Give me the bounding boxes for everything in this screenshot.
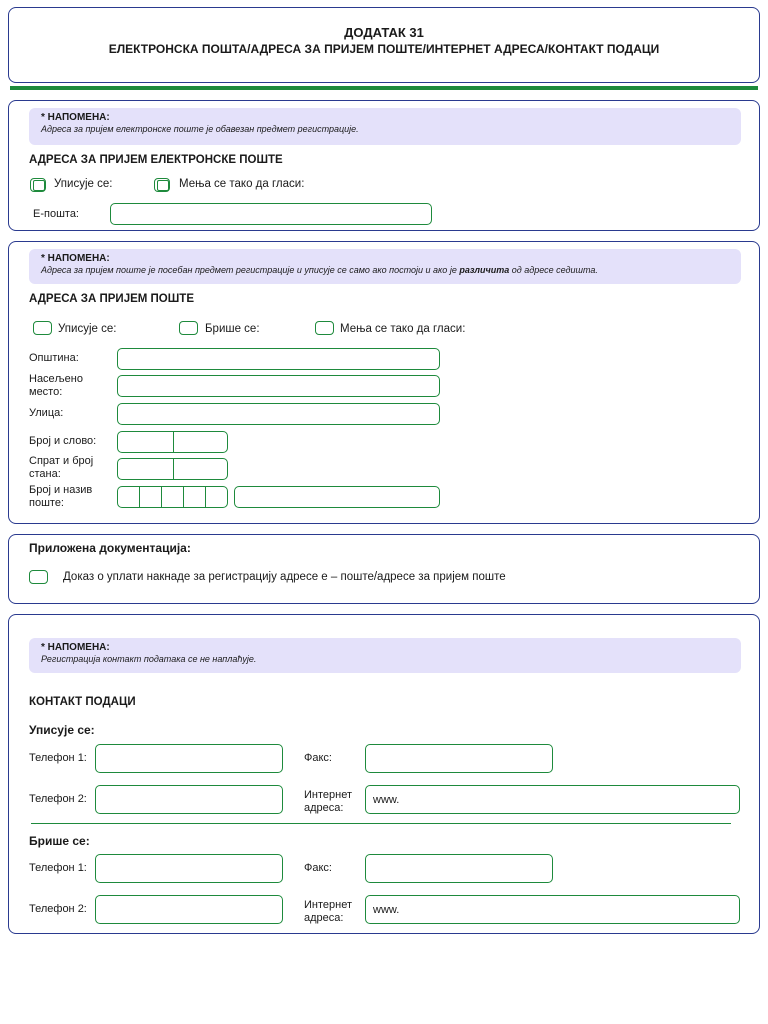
field-divider <box>173 459 174 479</box>
header-panel <box>8 7 760 83</box>
payment-proof-label: Доказ о уплати накнаде за регистрацију адресе е – поште/адресе за пријем поште <box>63 571 506 583</box>
email-add-checkbox[interactable] <box>30 178 46 192</box>
add-fax-label: Факс: <box>304 752 332 764</box>
post-office-label <box>29 484 92 510</box>
documentation-section <box>8 534 760 604</box>
web-label-line2: адреса: <box>304 912 344 924</box>
add-phone2-label: Телефон 2: <box>29 793 87 805</box>
header-divider <box>10 86 758 90</box>
note-title: * НАПОМЕНА: <box>41 642 110 653</box>
number-field[interactable] <box>117 431 228 453</box>
field-divider <box>139 487 140 507</box>
floor-label-line2: стана: <box>29 468 61 480</box>
number-label: Број и слово: <box>29 435 97 447</box>
street-label: Улица: <box>29 407 64 419</box>
add-fax-field[interactable] <box>365 744 553 773</box>
contact-delete-heading: Брише се: <box>29 834 90 848</box>
email-note <box>29 108 741 145</box>
field-divider <box>161 487 162 507</box>
settlement-label-line1: Насељено <box>29 373 83 385</box>
floor-label <box>29 455 93 481</box>
postal-section-heading: АДРЕСА ЗА ПРИЈЕМ ПОШТЕ <box>29 293 194 305</box>
note-text: Адреса за пријем електронске поште је обавезан предмет регистрације. <box>41 124 359 134</box>
add-web-label <box>304 789 352 815</box>
add-phone2-field[interactable] <box>95 785 283 814</box>
municipality-field[interactable] <box>117 348 440 370</box>
contact-section <box>8 614 760 934</box>
email-field-label: Е-пошта: <box>33 208 79 220</box>
email-change-checkbox[interactable] <box>154 178 170 192</box>
postal-add-checkbox[interactable] <box>33 321 52 335</box>
field-divider <box>183 487 184 507</box>
email-field[interactable] <box>110 203 432 225</box>
note-text-end: од адресе седишта. <box>509 265 598 275</box>
settlement-label-line2: место: <box>29 386 63 398</box>
delete-fax-label: Факс: <box>304 862 332 874</box>
email-add-label: Уписује се: <box>54 178 113 190</box>
postal-change-label: Мења се тако да гласи: <box>340 323 466 335</box>
delete-phone2-label: Телефон 2: <box>29 903 87 915</box>
add-phone1-label: Телефон 1: <box>29 752 87 764</box>
contact-add-heading: Уписује се: <box>29 723 95 737</box>
floor-label-line1: Спрат и број <box>29 455 94 467</box>
settlement-field[interactable] <box>117 375 440 397</box>
note-text-emphasis: различита <box>459 265 510 275</box>
contact-divider <box>31 823 731 824</box>
note-text <box>41 265 598 275</box>
documentation-heading: Приложена документација: <box>29 541 191 555</box>
delete-web-field[interactable] <box>365 895 740 924</box>
delete-fax-field[interactable] <box>365 854 553 883</box>
post-office-label-line1: Број и назив <box>29 484 93 496</box>
delete-phone1-label: Телефон 1: <box>29 862 87 874</box>
payment-proof-checkbox[interactable] <box>29 570 48 584</box>
postal-delete-checkbox[interactable] <box>179 321 198 335</box>
postal-code-field[interactable] <box>117 486 228 508</box>
field-divider <box>205 487 206 507</box>
note-title: * НАПОМЕНА: <box>41 112 110 123</box>
delete-phone1-field[interactable] <box>95 854 283 883</box>
settlement-label <box>29 373 83 399</box>
municipality-label: Општина: <box>29 352 79 364</box>
email-change-label: Мења се тако да гласи: <box>179 178 305 190</box>
web-prefix: www. <box>373 793 400 806</box>
delete-web-label <box>304 899 352 925</box>
add-web-field[interactable] <box>365 785 740 814</box>
contact-section-heading: КОНТАКТ ПОДАЦИ <box>29 696 136 708</box>
contact-note <box>29 638 741 673</box>
delete-phone2-field[interactable] <box>95 895 283 924</box>
note-title: * НАПОМЕНА: <box>41 253 110 264</box>
street-field[interactable] <box>117 403 440 425</box>
postal-note <box>29 249 741 284</box>
add-phone1-field[interactable] <box>95 744 283 773</box>
postal-delete-label: Брише се: <box>205 323 260 335</box>
floor-field[interactable] <box>117 458 228 480</box>
email-section <box>8 100 760 231</box>
note-text: Регистрација контакт података се не наплаћује. <box>41 654 257 664</box>
note-text-start: Адреса за пријем поште је посебан предмет регистрације и уписује се само ако постоји и ако је <box>41 265 460 275</box>
post-office-label-line2: поште: <box>29 497 64 509</box>
web-label-line1: Интернет <box>304 899 352 911</box>
email-section-heading: АДРЕСА ЗА ПРИЈЕМ ЕЛЕКТРОНСКЕ ПОШТЕ <box>29 154 283 166</box>
web-label-line2: адреса: <box>304 802 344 814</box>
web-label-line1: Интернет <box>304 789 352 801</box>
web-prefix: www. <box>373 903 400 916</box>
page-title: ДОДАТАК 31 <box>344 25 424 40</box>
post-office-name-field[interactable] <box>234 486 440 508</box>
page-subtitle: ЕЛЕКТРОНСКА ПОШТА/АДРЕСА ЗА ПРИЈЕМ ПОШТЕ/ИНТЕРНЕТ АДРЕСА/КОНТАКТ ПОДАЦИ <box>108 42 660 56</box>
postal-section <box>8 241 760 524</box>
field-divider <box>173 432 174 452</box>
postal-add-label: Уписује се: <box>58 323 117 335</box>
postal-change-checkbox[interactable] <box>315 321 334 335</box>
